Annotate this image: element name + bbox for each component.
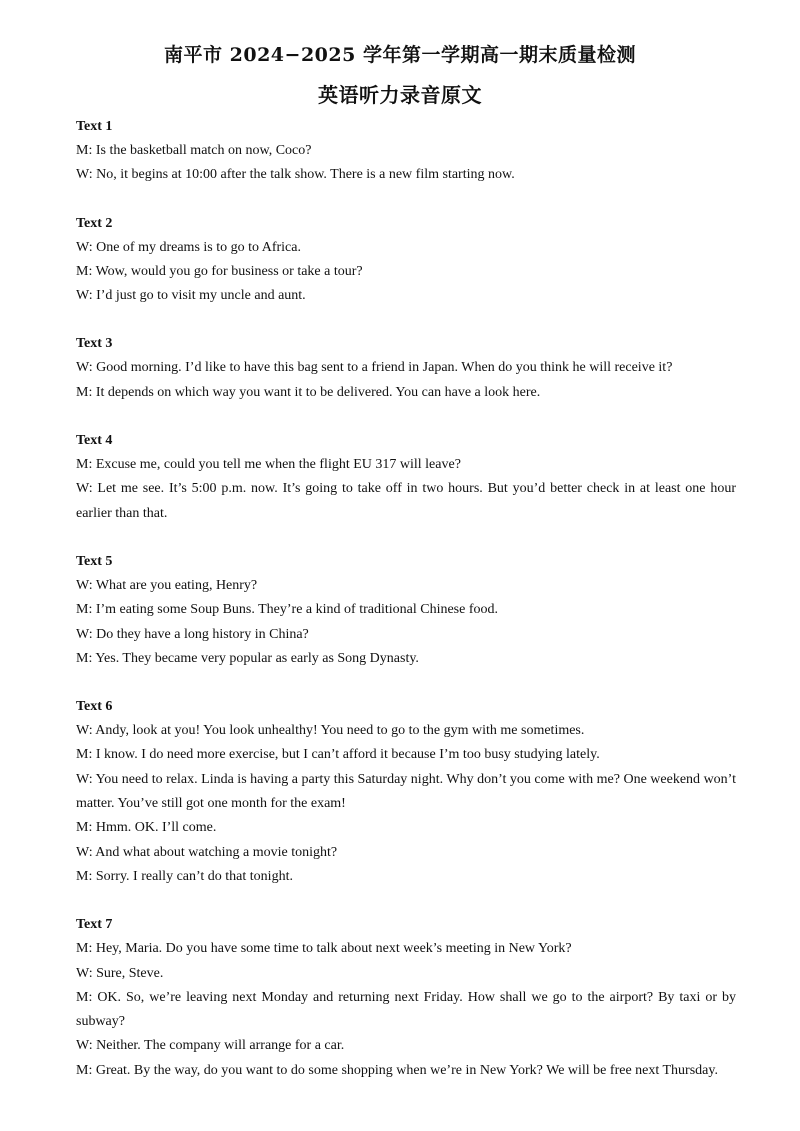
dialogue-line: M: Hey, Maria. Do you have some time to talk about next week’s meeting in New York?: [76, 941, 572, 957]
dialogue-line: W: Do they have a long history in China?: [76, 626, 309, 642]
dialogue-line: M: Yes. They became very popular as early as Song Dynasty.: [76, 650, 419, 666]
dialogue-line: W: One of my dreams is to go to Africa.: [76, 239, 301, 255]
transcript-section: [76, 913, 736, 1083]
transcript-section: [76, 212, 736, 309]
document-subtitle: 英语听力录音原文: [318, 83, 482, 107]
section-title: Text 2: [76, 215, 113, 231]
dialogue-line: M: Is the basketball match on now, Coco?: [76, 143, 312, 158]
transcript-body: [76, 115, 736, 1107]
dialogue-line: W: And what about watching a movie tonight?: [76, 844, 338, 860]
dialogue-line: W: Neither. The company will arrange for a car.: [76, 1038, 345, 1054]
document-title: 南平市 2024−2025 学年第一学期高一期末质量检测: [164, 44, 636, 66]
dialogue-line: W: Sure, Steve.: [76, 965, 164, 981]
dialogue-line: M: Great. By the way, do you want to do some shopping when we’re in New York? We will be free next Thursday.: [76, 1062, 718, 1078]
dialogue-line: M: I’m eating some Soup Buns. They’re a kind of traditional Chinese food.: [76, 602, 499, 618]
transcript-section: [76, 429, 736, 526]
dialogue-line: M: I know. I do need more exercise, but I can’t afford it because I’m too busy studying lately.: [76, 747, 600, 763]
dialogue-line: M: OK. So, we’re leaving next Monday and returning next Friday. How shall we go to the airport? By taxi or by subway?: [76, 989, 736, 1030]
dialogue-line: W: What are you eating, Henry?: [76, 577, 258, 593]
section-title: Text 1: [76, 119, 113, 134]
transcript-section: [76, 550, 736, 671]
dialogue-line: M: Sorry. I really can’t do that tonight.: [76, 868, 293, 884]
section-title: Text 6: [76, 699, 113, 715]
transcript-section: [76, 695, 736, 889]
dialogue-line: W: You need to relax. Linda is having a party this Saturday night. Why don’t you come with me? One weekend won’t matter. You’ve still got one month for the exam!: [76, 771, 736, 812]
dialogue-line: W: No, it begins at 10:00 after the talk show. There is a new film starting now.: [76, 167, 515, 183]
dialogue-line: W: Andy, look at you! You look unhealthy! You need to go to the gym with me sometimes.: [76, 723, 585, 739]
section-title: Text 4: [76, 433, 113, 449]
transcript-section: [76, 115, 736, 188]
dialogue-line: M: It depends on which way you want it to be delivered. You can have a look here.: [76, 384, 541, 400]
section-title: Text 3: [76, 336, 113, 352]
dialogue-line: W: I’d just go to visit my uncle and aunt.: [76, 288, 306, 304]
dialogue-line: W: Good morning. I’d like to have this bag sent to a friend in Japan. When do you think he will receive it?: [76, 360, 673, 376]
dialogue-line: M: Hmm. OK. I’ll come.: [76, 820, 217, 836]
section-title: Text 5: [76, 553, 113, 569]
transcript-section: [76, 332, 736, 405]
dialogue-line: M: Excuse me, could you tell me when the flight EU 317 will leave?: [76, 457, 461, 473]
dialogue-line: M: Wow, would you go for business or take a tour?: [76, 263, 363, 279]
dialogue-line: W: Let me see. It’s 5:00 p.m. now. It’s going to take off in two hours. But you’d better check in at least one hour earlier than that.: [76, 481, 736, 521]
section-title: Text 7: [76, 917, 113, 933]
